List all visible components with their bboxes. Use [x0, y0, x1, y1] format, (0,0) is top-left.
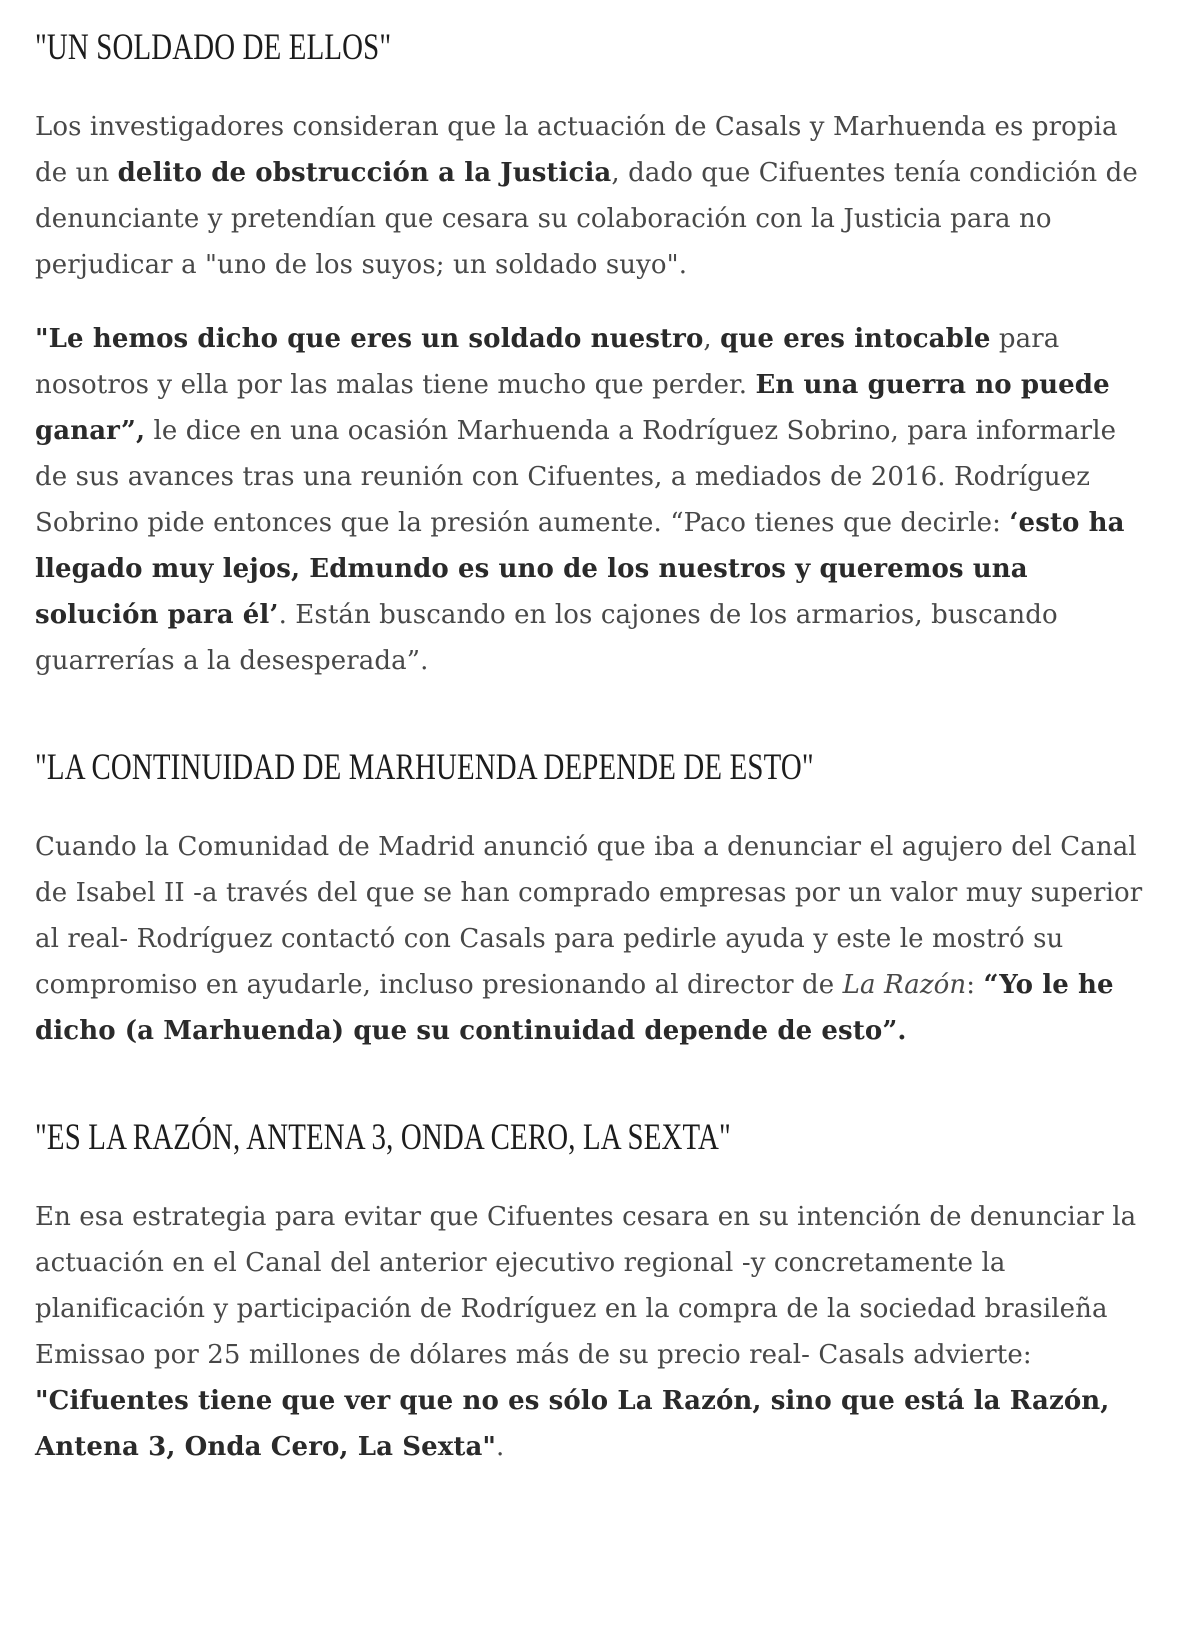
bold-text-run: "Le hemos dicho que eres un soldado nuestro: [35, 324, 704, 354]
bold-text-run: “Yo le he dicho (a Marhuenda) que su continuidad depende de esto”.: [35, 970, 1114, 1046]
paragraph-estrategia: [35, 1194, 1155, 1470]
text-run: ,: [703, 324, 721, 354]
text-run: En esa estrategia para evitar que Cifuentes cesara en su intención de denunciar la actuación en el Canal del anterior ejecutivo regional -y concretamente la planificación y participación de Rodríguez en la compra de la sociedad brasileña Emissao por 25 millones de dólares más de su precio real- Casals advierte:: [35, 1202, 1137, 1370]
article-body: [35, 22, 1155, 1470]
text-run: , dado que Cifuentes tenía condición de denunciante y pretendían que cesara su colaboración con la Justicia para no perjudicar a "uno de los suyos; un soldado suyo".: [35, 158, 1138, 280]
paragraph-investigadores: [35, 104, 1155, 288]
section-heading-un-soldado: "UN SOLDADO DE ELLOS": [35, 27, 392, 68]
bold-text-run: En una guerra no puede ganar”,: [35, 370, 1110, 446]
text-run: Cuando la Comunidad de Madrid anunció que iba a denunciar el agujero del Canal de Isabel II -a través del que se han comprado empresas por un valor muy superior al real- Rodríguez contactó con Casals para pedirle ayuda y este le mostró su compromiso en ayudarle, incluso presionando al director de: [35, 832, 1143, 1000]
bold-text-run: ‘esto ha llegado muy lejos, Edmundo es uno de los nuestros y queremos una solución para él’: [35, 508, 1125, 630]
bold-text-run: "Cifuentes tiene que ver que no es sólo La Razón, sino que está la Razón, Antena 3, Onda Cero, La Sexta": [35, 1386, 1110, 1462]
text-run: le dice en una ocasión Marhuenda a Rodríguez Sobrino, para informarle de sus avances tras una reunión con Cifuentes, a mediados de 2016. Rodríguez Sobrino pide entonces que la presión aumente. “Paco tienes que decirle:: [35, 416, 1117, 538]
paragraph-quote-marhuenda: [35, 316, 1155, 684]
text-run: .: [496, 1432, 505, 1462]
text-run: Los investigadores consideran que la actuación de Casals y Marhuenda es propia de un: [35, 112, 1118, 188]
bold-text-run: que eres intocable: [720, 324, 991, 354]
section-heading-es-la-razon: "ES LA RAZÓN, ANTENA 3, ONDA CERO, LA SEXTA": [35, 1117, 731, 1158]
text-run: . Están buscando en los cajones de los armarios, buscando guarrerías a la desesperada”.: [35, 600, 1058, 676]
italic-text-run: La Razón: [842, 970, 967, 1000]
paragraph-comunidad-madrid: [35, 824, 1155, 1054]
text-run: para nosotros y ella por las malas tiene mucho que perder.: [35, 324, 1060, 400]
text-run: :: [966, 970, 984, 1000]
section-heading-continuidad: "LA CONTINUIDAD DE MARHUENDA DEPENDE DE ESTO": [35, 747, 814, 788]
bold-text-run: delito de obstrucción a la Justicia: [117, 158, 612, 188]
